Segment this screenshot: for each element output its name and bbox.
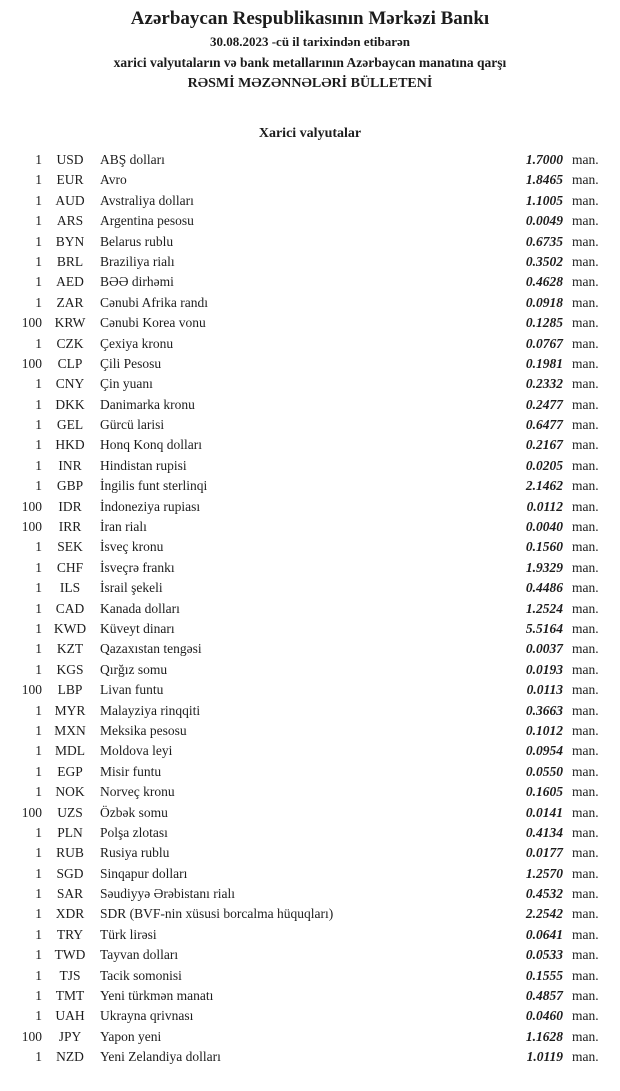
rate-value: 0.0550 [525, 763, 563, 779]
qty-cell: 1 [35, 702, 42, 718]
rate-value: 5.5164 [525, 620, 563, 636]
currency-name: İsrail şekeli [100, 580, 163, 596]
currency-code: EGP [57, 763, 83, 779]
currency-name: Küveyt dinarı [100, 620, 175, 636]
currency-code: LBP [57, 682, 83, 698]
unit-label: man. [572, 967, 599, 983]
rate-row [0, 395, 620, 415]
currency-code: ZAR [56, 294, 84, 310]
effective-date-line: 30.08.2023 -cü il tarixindən etibarən [209, 34, 411, 49]
unit-label: man. [572, 335, 599, 351]
currency-code: BYN [55, 233, 85, 249]
qty-cell: 1 [35, 437, 42, 453]
currency-code: MDL [55, 743, 85, 759]
currency-code: NOK [55, 784, 85, 800]
rate-value: 0.1981 [525, 355, 563, 371]
rate-value: 0.1555 [525, 967, 563, 983]
unit-label: man. [572, 559, 599, 575]
currency-name: SDR (BVF-nin xüsusi borcalma hüquqları) [100, 906, 334, 922]
currency-name: Livan funtu [100, 682, 164, 698]
rate-row [0, 904, 620, 924]
rate-row [0, 986, 620, 1006]
rate-row [0, 701, 620, 721]
rate-row [0, 456, 620, 476]
qty-cell: 1 [35, 274, 42, 290]
currency-name: Türk lirəsi [100, 926, 157, 942]
qty-cell: 1 [35, 172, 42, 188]
rate-row [0, 476, 620, 496]
qty-cell: 1 [35, 947, 42, 963]
currency-code: MXN [54, 722, 86, 738]
currency-code: CAD [55, 600, 85, 616]
unit-label: man. [572, 539, 599, 555]
unit-label: man. [572, 315, 599, 331]
rate-value: 0.2477 [525, 396, 563, 412]
qty-cell: 1 [35, 1008, 42, 1024]
rate-value: 2.1462 [525, 478, 563, 494]
qty-cell: 1 [35, 559, 42, 575]
qty-cell: 1 [35, 478, 42, 494]
qty-cell: 100 [21, 804, 42, 820]
qty-cell: 1 [35, 253, 42, 269]
rate-value: 0.0177 [525, 845, 563, 861]
rate-value: 1.1005 [525, 192, 563, 208]
unit-label: man. [572, 1028, 599, 1044]
rate-value: 1.7000 [525, 152, 563, 167]
currency-code: BRL [56, 253, 84, 269]
qty-cell: 1 [35, 417, 42, 433]
qty-cell: 100 [21, 355, 42, 371]
currency-code: KZT [56, 641, 84, 657]
currency-name: Braziliya rialı [100, 253, 175, 269]
currency-code: SAR [56, 886, 84, 902]
qty-cell: 1 [35, 743, 42, 759]
qty-cell: 1 [35, 926, 42, 942]
currency-name: Malayziya rinqqiti [100, 702, 201, 718]
currency-name: Polşa zlotası [100, 824, 168, 840]
rate-value: 0.4134 [525, 824, 563, 840]
unit-label: man. [572, 396, 599, 412]
rate-value: 0.2332 [525, 376, 563, 392]
unit-label: man. [572, 253, 599, 269]
unit-label: man. [572, 947, 599, 963]
currency-name: Danimarka kronu [100, 396, 195, 412]
currency-code: ARS [56, 213, 84, 229]
unit-label: man. [572, 478, 599, 494]
currency-name: Çin yuanı [100, 376, 153, 392]
rate-value: 0.0767 [525, 335, 563, 351]
rate-value: 0.3502 [525, 253, 563, 269]
currency-code: INR [58, 457, 82, 473]
qty-cell: 1 [35, 824, 42, 840]
currency-name: İsveç kronu [100, 539, 164, 555]
currency-name: Hindistan rupisi [100, 457, 187, 473]
currency-name: Misir funtu [100, 763, 162, 779]
unit-label: man. [572, 763, 599, 779]
unit-label: man. [572, 804, 599, 820]
rate-value: 0.0112 [526, 498, 563, 514]
qty-cell: 1 [35, 396, 42, 412]
rate-row [0, 803, 620, 823]
rate-row [0, 170, 620, 190]
rate-value: 1.2524 [525, 600, 563, 616]
unit-label: man. [572, 152, 599, 167]
qty-cell: 100 [21, 498, 42, 514]
rate-value: 1.2570 [525, 865, 563, 881]
currency-code: MYR [54, 702, 86, 718]
unit-label: man. [572, 865, 599, 881]
unit-label: man. [572, 641, 599, 657]
rate-row [0, 864, 620, 884]
currency-code: UZS [57, 804, 83, 820]
currency-name: Avro [100, 172, 127, 188]
rate-row [0, 741, 620, 761]
rate-value: 0.0113 [526, 682, 563, 698]
rate-row [0, 721, 620, 741]
qty-cell: 1 [35, 722, 42, 738]
unit-label: man. [572, 988, 599, 1004]
currency-name: Gürcü larisi [100, 417, 165, 433]
unit-label: man. [572, 457, 599, 473]
unit-label: man. [572, 355, 599, 371]
currency-code: USD [56, 152, 84, 167]
currency-code: RUB [56, 845, 84, 861]
rate-value: 0.0193 [525, 661, 563, 677]
rate-value: 0.0141 [525, 804, 563, 820]
currency-code: PLN [57, 824, 83, 840]
currency-code: SEK [57, 539, 83, 555]
rate-row [0, 334, 620, 354]
rate-value: 0.4857 [525, 988, 563, 1004]
currency-name: Yeni türkmən manatı [100, 988, 214, 1004]
rate-value: 0.0460 [525, 1008, 563, 1024]
rate-row [0, 884, 620, 904]
rate-value: 0.2167 [525, 437, 563, 453]
currency-code: UAH [55, 1008, 85, 1024]
rate-value: 0.4532 [525, 886, 563, 902]
rate-row [0, 599, 620, 619]
rate-row [0, 211, 620, 231]
currency-name: Belarus rublu [100, 233, 174, 249]
currency-name: Ukrayna qrivnası [100, 1008, 194, 1024]
qty-cell: 1 [35, 213, 42, 229]
unit-label: man. [572, 661, 599, 677]
unit-label: man. [572, 498, 599, 514]
bulletin-title: RƏSMİ MƏZƏNNƏLƏRİ BÜLLETENİ [187, 76, 433, 91]
unit-label: man. [572, 702, 599, 718]
currency-code: CZK [56, 335, 84, 351]
rate-value: 0.0954 [525, 743, 563, 759]
rate-value: 0.0040 [525, 519, 563, 535]
currency-code: SGD [56, 865, 84, 881]
currency-code: ILS [59, 580, 81, 596]
qty-cell: 1 [35, 661, 42, 677]
currency-code: CLP [57, 355, 83, 371]
rate-value: 1.0119 [526, 1049, 563, 1065]
qty-cell: 1 [35, 886, 42, 902]
qty-cell: 1 [35, 784, 42, 800]
rate-value: 0.1605 [525, 784, 563, 800]
unit-label: man. [572, 172, 599, 188]
rate-row [0, 823, 620, 843]
unit-label: man. [572, 906, 599, 922]
currency-code: JPY [58, 1028, 82, 1044]
currency-name: Avstraliya dolları [100, 192, 194, 208]
currency-code: IRR [58, 519, 82, 535]
unit-label: man. [572, 417, 599, 433]
currency-name: BƏƏ dirhəmi [100, 274, 174, 290]
rate-row [0, 293, 620, 313]
rate-value: 0.1285 [525, 315, 563, 331]
rate-row [0, 272, 620, 292]
rate-row [0, 558, 620, 578]
unit-label: man. [572, 845, 599, 861]
rate-value: 0.0918 [525, 294, 563, 310]
rate-row [0, 925, 620, 945]
qty-cell: 1 [35, 152, 42, 167]
currency-code: KGS [56, 661, 84, 677]
currency-name: Moldova leyi [100, 743, 173, 759]
rate-value: 0.1012 [525, 722, 563, 738]
qty-cell: 100 [21, 519, 42, 535]
currency-name: Norveç kronu [100, 784, 175, 800]
rate-value: 0.4628 [525, 274, 563, 290]
currency-code: TJS [59, 967, 81, 983]
rate-row [0, 232, 620, 252]
currency-name: İran rialı [100, 519, 147, 535]
unit-label: man. [572, 886, 599, 902]
unit-label: man. [572, 1049, 599, 1065]
currency-name: Qazaxıstan tengəsi [100, 641, 202, 657]
rate-row [0, 497, 620, 517]
rate-value: 0.4486 [525, 580, 563, 596]
currency-name: Tayvan dolları [100, 947, 179, 963]
currency-code: HKD [55, 437, 85, 453]
section-title-foreign-currencies: Xarici valyutalar [258, 126, 362, 141]
rate-value: 1.8465 [525, 172, 563, 188]
qty-cell: 100 [21, 315, 42, 331]
currency-code: IDR [58, 498, 82, 514]
rate-row [0, 762, 620, 782]
qty-cell: 1 [35, 539, 42, 555]
currency-code: CNY [55, 376, 85, 392]
qty-cell: 1 [35, 967, 42, 983]
rate-row [0, 1027, 620, 1047]
rate-value: 2.2542 [525, 906, 563, 922]
rate-row [0, 660, 620, 680]
rate-row [0, 1047, 620, 1067]
qty-cell: 1 [35, 335, 42, 351]
qty-cell: 1 [35, 641, 42, 657]
currency-name: Sinqapur dolları [100, 865, 188, 881]
rate-row [0, 374, 620, 394]
qty-cell: 1 [35, 233, 42, 249]
rate-row [0, 966, 620, 986]
currency-name: Çexiya kronu [100, 335, 174, 351]
unit-label: man. [572, 722, 599, 738]
currency-code: AUD [55, 192, 85, 208]
rate-value: 0.0037 [525, 641, 563, 657]
rate-value: 1.1628 [525, 1028, 563, 1044]
currency-name: Honq Konq dolları [100, 437, 202, 453]
currency-code: NZD [56, 1049, 84, 1065]
unit-label: man. [572, 233, 599, 249]
currency-code: TRY [56, 926, 84, 942]
rate-row [0, 415, 620, 435]
currency-code: GEL [56, 417, 84, 433]
qty-cell: 1 [35, 988, 42, 1004]
currency-code: KRW [54, 315, 86, 331]
qty-cell: 1 [35, 600, 42, 616]
rate-row [0, 843, 620, 863]
rate-row [0, 619, 620, 639]
rate-value: 0.0205 [525, 457, 563, 473]
qty-cell: 1 [35, 1049, 42, 1065]
currency-name: Çili Pesosu [100, 355, 162, 371]
rate-value: 0.0049 [525, 213, 563, 229]
unit-label: man. [572, 824, 599, 840]
unit-label: man. [572, 437, 599, 453]
currency-name: İsveçrə frankı [100, 559, 175, 575]
rate-row [0, 680, 620, 700]
currency-code: CHF [56, 559, 84, 575]
rate-value: 1.9329 [525, 559, 563, 575]
currency-code: TWD [54, 947, 86, 963]
rate-value: 0.1560 [525, 539, 563, 555]
unit-label: man. [572, 926, 599, 942]
qty-cell: 1 [35, 376, 42, 392]
currency-code: KWD [53, 620, 87, 636]
rate-row [0, 578, 620, 598]
currency-code: GBP [56, 478, 84, 494]
currency-name: Cənubi Korea vonu [100, 315, 206, 331]
rate-row [0, 537, 620, 557]
rate-value: 0.0533 [525, 947, 563, 963]
currency-name: Cənubi Afrika randı [100, 294, 208, 310]
currency-name: Qırğız somu [100, 661, 168, 677]
currency-name: Yeni Zelandiya dolları [100, 1049, 221, 1065]
unit-label: man. [572, 743, 599, 759]
rate-row [0, 639, 620, 659]
qty-cell: 1 [35, 192, 42, 208]
currency-code: TMT [55, 988, 85, 1004]
currency-name: Kanada dolları [100, 600, 180, 616]
rate-value: 0.6735 [525, 233, 563, 249]
currency-name: Tacik somonisi [100, 967, 182, 983]
currency-name: Yapon yeni [100, 1028, 162, 1044]
currency-name: Rusiya rublu [100, 845, 170, 861]
qty-cell: 1 [35, 865, 42, 881]
currency-code: AED [56, 274, 84, 290]
unit-label: man. [572, 376, 599, 392]
rate-row [0, 945, 620, 965]
qty-cell: 1 [35, 906, 42, 922]
rate-row [0, 435, 620, 455]
bank-title: Azərbaycan Respublikasının Mərkəzi Bankı [130, 8, 490, 29]
rate-row [0, 782, 620, 802]
unit-label: man. [572, 580, 599, 596]
rate-row [0, 1006, 620, 1026]
qty-cell: 100 [21, 1028, 42, 1044]
rate-value: 0.0641 [525, 926, 563, 942]
unit-label: man. [572, 213, 599, 229]
qty-cell: 1 [35, 620, 42, 636]
unit-label: man. [572, 600, 599, 616]
currency-name: İngilis funt sterlinqi [100, 478, 208, 494]
currency-name: İndoneziya rupiası [100, 498, 201, 514]
qty-cell: 1 [35, 763, 42, 779]
qty-cell: 1 [35, 457, 42, 473]
currency-name: Meksika pesosu [100, 722, 187, 738]
rate-row [0, 150, 620, 170]
rate-value: 0.6477 [525, 417, 563, 433]
currency-name: Özbək somu [100, 804, 168, 820]
rate-row [0, 252, 620, 272]
rate-value: 0.3663 [525, 702, 563, 718]
unit-label: man. [572, 274, 599, 290]
unit-label: man. [572, 192, 599, 208]
unit-label: man. [572, 1008, 599, 1024]
currency-name: Səudiyyə Ərəbistanı rialı [100, 886, 235, 902]
unit-label: man. [572, 519, 599, 535]
currency-code: DKK [55, 396, 85, 412]
rate-row [0, 517, 620, 537]
unit-label: man. [572, 620, 599, 636]
currency-code: XDR [55, 906, 85, 922]
qty-cell: 1 [35, 294, 42, 310]
currency-name: Argentina pesosu [100, 213, 194, 229]
qty-cell: 1 [35, 845, 42, 861]
currency-name: ABŞ dolları [100, 152, 165, 167]
currency-code: EUR [56, 172, 84, 188]
rate-row [0, 313, 620, 333]
unit-label: man. [572, 682, 599, 698]
rate-row [0, 354, 620, 374]
rates-table [0, 150, 620, 1068]
rate-row [0, 191, 620, 211]
unit-label: man. [572, 294, 599, 310]
qty-cell: 100 [21, 682, 42, 698]
unit-label: man. [572, 784, 599, 800]
bulletin-subtitle: xarici valyutaların və bank metallarının Azərbaycan manatına qarşı [113, 55, 507, 70]
qty-cell: 1 [35, 580, 42, 596]
